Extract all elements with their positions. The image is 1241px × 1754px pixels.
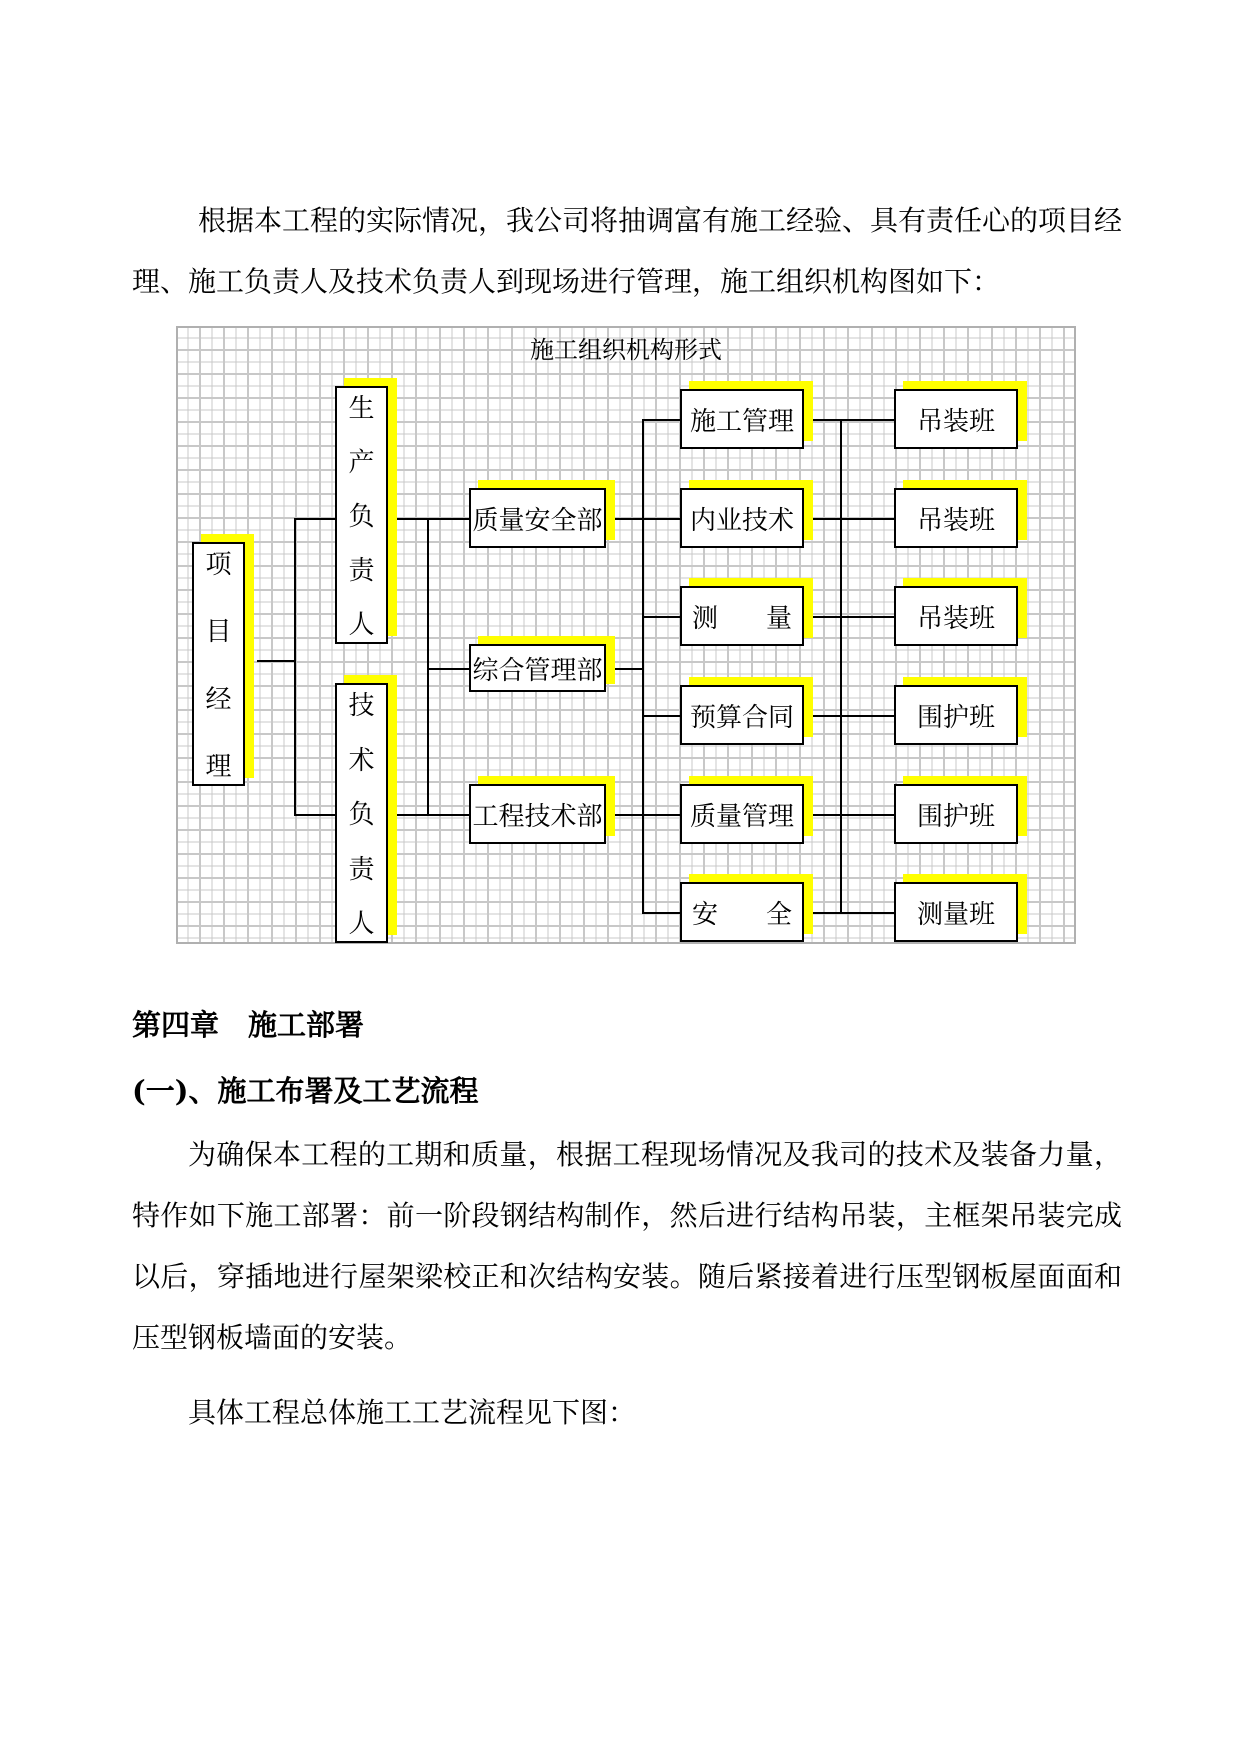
team-box: 围护班 (894, 784, 1018, 844)
team-box: 吊装班 (894, 389, 1018, 449)
org-chart (176, 326, 1076, 944)
connector (427, 668, 469, 670)
func-survey: 测 量 (680, 586, 804, 646)
func-budget-contract: 预算合同 (680, 685, 804, 745)
connector (294, 814, 335, 816)
flow-intro-paragraph: 具体工程总体施工工艺流程见下图： (188, 1396, 637, 1429)
connector (427, 518, 469, 520)
connector (642, 814, 680, 816)
body-paragraph: 为确保本工程的工期和质量，根据工程现场情况及我司的技术及装备力量，特作如下施工部署：前一阶段钢结构制作，然后进行结构吊装，主框架吊装完成以后，穿插地进行屋架梁校正和次结构安装。随后紧接着进行压型钢板屋面面和压型钢板墙面的安装。 (132, 1138, 1122, 1354)
func-safety: 安 全 (680, 882, 804, 942)
chapter-heading: 第四章 施工部署 (132, 1008, 365, 1042)
section-heading: (一)、施工布署及工艺流程 (132, 1074, 479, 1108)
connector (642, 912, 680, 914)
chart-title: 施工组织机构形式 (530, 336, 722, 364)
connector (840, 419, 842, 913)
connector (604, 668, 643, 670)
connector (427, 518, 429, 815)
team-box: 围护班 (894, 685, 1018, 745)
team-box: 吊装班 (894, 488, 1018, 548)
production-head-box: 生 产 负 责 人 (335, 386, 388, 644)
intro-paragraph: 根据本工程的实际情况，我公司将抽调富有施工经验、具有责任心的项目经理、施工负责人及技术负责人到现场进行管理，施工组织机构图如下： (132, 204, 1123, 298)
connector (388, 814, 428, 816)
connector (802, 912, 894, 914)
dept-general-management: 综合管理部 (469, 644, 606, 692)
connector (604, 814, 643, 816)
connector (257, 660, 295, 662)
func-internal-technical: 内业技术 (680, 488, 804, 548)
connector (802, 419, 894, 421)
dept-quality-safety: 质量安全部 (469, 488, 606, 548)
technical-head-box: 技 术 负 责 人 (335, 683, 388, 943)
func-construction-management: 施工管理 (680, 389, 804, 449)
team-box: 吊装班 (894, 586, 1018, 646)
connector (642, 715, 680, 717)
connector (388, 518, 428, 520)
connector (294, 518, 296, 815)
connector (802, 616, 894, 618)
connector (642, 518, 680, 520)
dept-engineering-technical: 工程技术部 (469, 784, 606, 844)
project-manager-box: 项 目 经 理 (192, 542, 245, 786)
connector (427, 814, 469, 816)
func-quality-management: 质量管理 (680, 784, 804, 844)
connector (294, 518, 335, 520)
connector (802, 814, 894, 816)
connector (604, 518, 643, 520)
connector (802, 715, 894, 717)
connector (642, 616, 680, 618)
connector (802, 518, 894, 520)
connector (642, 419, 644, 913)
connector (642, 419, 680, 421)
team-box: 测量班 (894, 882, 1018, 942)
